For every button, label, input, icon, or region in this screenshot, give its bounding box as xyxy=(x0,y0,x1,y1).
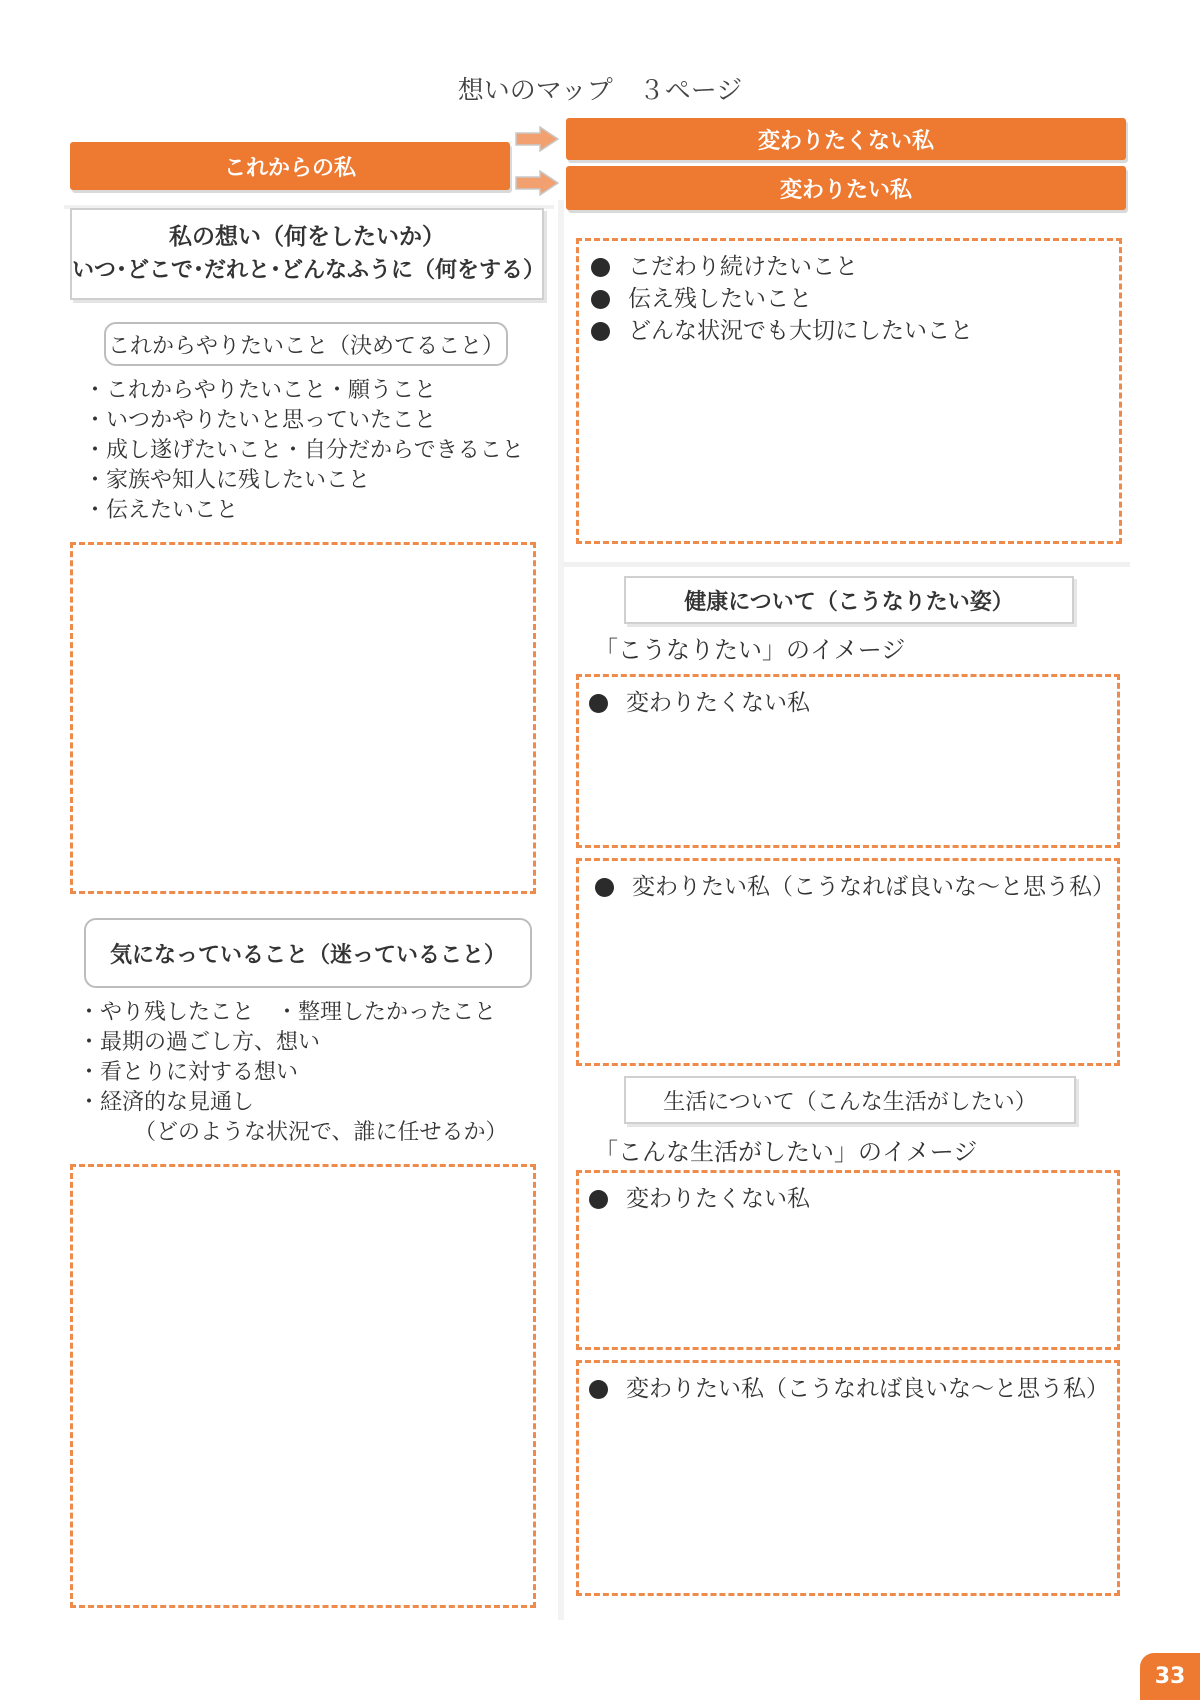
my-wishes-title-line2: いつ･どこで･だれと･どんなふうに（何をする） xyxy=(72,258,546,283)
list-item: ・看とりに対する想い xyxy=(78,1060,299,1085)
bullet-item: 変わりたくない私 xyxy=(589,687,1117,719)
bullet-icon xyxy=(589,694,608,713)
bullet-icon xyxy=(591,258,610,277)
bullet-icon xyxy=(589,1190,608,1209)
column-separator xyxy=(558,200,564,1620)
list-item: ・いつかやりたいと思っていたこと xyxy=(84,408,437,433)
life-image-label: 「こんな生活がしたい」のイメージ xyxy=(594,1138,978,1166)
bullet-item: 変わりたい私（こうなれば良いな～と思う私） xyxy=(589,1373,1117,1405)
concerns-label: 気になっていること（迷っていること） xyxy=(84,918,532,988)
list-item: ・最期の過ごし方、想い xyxy=(78,1030,321,1055)
bullet-icon xyxy=(595,878,614,897)
life-label: 生活について（こんな生活がしたい） xyxy=(624,1076,1076,1124)
health-changing-write-area[interactable] xyxy=(576,858,1120,1066)
bullet-icon xyxy=(591,322,610,341)
things-to-do-write-area[interactable] xyxy=(70,542,536,894)
unchanging-values-write-area[interactable] xyxy=(576,238,1122,544)
list-item: ・家族や知人に残したいこと xyxy=(84,468,371,493)
future-me-bar: これからの私 xyxy=(70,142,510,190)
changing-me-bar: 変わりたい私 xyxy=(566,166,1126,210)
my-wishes-title-line1: 私の想い（何をしたいか） xyxy=(169,224,445,250)
things-to-do-label: これからやりたいこと（決めてること） xyxy=(104,322,508,366)
row-separator xyxy=(562,562,1130,567)
bullet-item: 変わりたくない私 xyxy=(589,1183,1117,1215)
bullet-icon xyxy=(591,290,610,309)
bullet-item: こだわり続けたいこと xyxy=(591,251,1119,283)
health-image-label: 「こうなりたい」のイメージ xyxy=(594,636,906,664)
list-item: ・成し遂げたいこと・自分だからできること xyxy=(84,438,524,463)
health-unchanging-write-area[interactable] xyxy=(576,674,1120,848)
bullet-item: 変わりたい私（こうなれば良いな～と思う私） xyxy=(595,871,1117,903)
health-label: 健康について（こうなりたい姿） xyxy=(624,576,1074,624)
unchanging-me-bar: 変わりたくない私 xyxy=(566,118,1126,160)
list-item: ・伝えたいこと xyxy=(84,498,239,523)
concerns-write-area[interactable] xyxy=(70,1164,536,1608)
list-item: ・これからやりたいこと・願うこと xyxy=(84,378,437,403)
bullet-icon xyxy=(589,1380,608,1399)
life-unchanging-write-area[interactable] xyxy=(576,1170,1120,1350)
page-title: 想いのマップ ３ページ xyxy=(457,76,743,106)
bullet-item: どんな状況でも大切にしたいこと xyxy=(591,315,1119,347)
my-wishes-title xyxy=(70,208,544,300)
list-item: ・経済的な見通し xyxy=(78,1090,255,1115)
arrow-right-icon xyxy=(514,126,560,152)
arrow-right-icon xyxy=(514,170,560,196)
life-changing-write-area[interactable] xyxy=(576,1360,1120,1596)
list-item: （どのような状況で、誰に任せるか） xyxy=(134,1120,508,1145)
list-item: ・やり残したこと ・整理したかったこと xyxy=(78,1000,497,1025)
page-number: 33 xyxy=(1140,1653,1200,1700)
bullet-item: 伝え残したいこと xyxy=(591,283,1119,315)
things-to-do-list xyxy=(84,376,554,526)
concerns-list xyxy=(78,998,548,1148)
